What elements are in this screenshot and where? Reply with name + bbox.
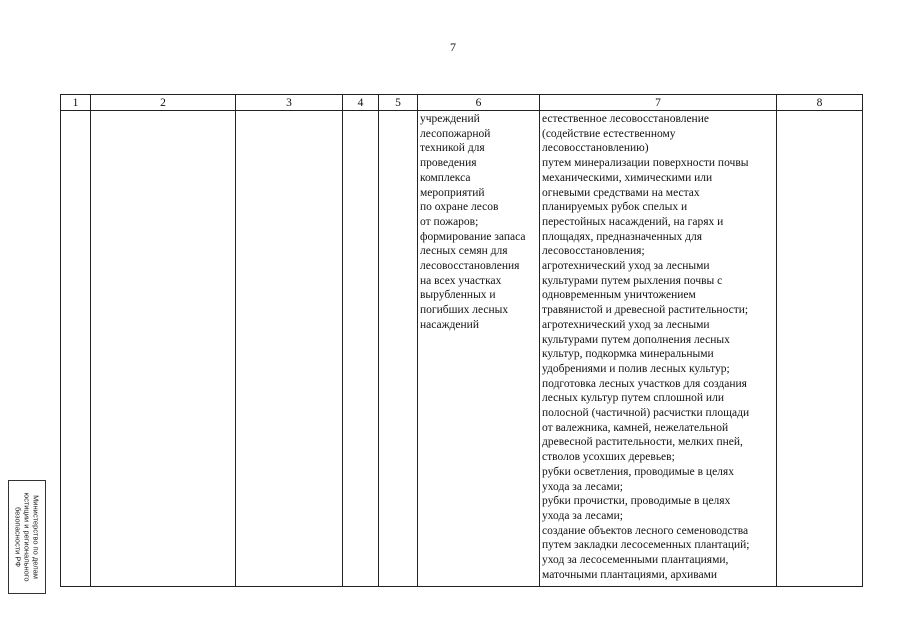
col7-text-line: рубки осветления, проводимые в целях <box>542 465 734 478</box>
col6-text-line: погибших лесных <box>420 304 509 317</box>
col7-text-line: уход за лесосеменными плантациями, <box>542 554 729 567</box>
col6-text-line: лесных семян для <box>420 245 508 258</box>
column-header-7: 7 <box>540 95 777 111</box>
col6-text-line: от пожаров; <box>420 215 479 228</box>
cell-col-6 <box>418 111 540 587</box>
column-header-3: 3 <box>236 95 343 111</box>
col7-text-line: (содействие естественному <box>542 127 676 140</box>
col7-text <box>542 112 774 583</box>
cell-col-1 <box>61 111 91 587</box>
col7-text-line: культурами путем дополнения лесных <box>542 333 730 346</box>
col7-text-line: стволов усохших деревьев; <box>542 451 675 464</box>
col7-text-line: травянистой и древесной растительности; <box>542 304 749 317</box>
col6-text-line: по охране лесов <box>420 201 499 214</box>
cell-col-8 <box>777 111 863 587</box>
cell-col-4 <box>343 111 379 587</box>
col7-text-line: культурами путем рыхления почвы с <box>542 274 723 287</box>
cell-col-7 <box>540 111 777 587</box>
registration-stamp <box>8 480 46 594</box>
cell-col-3 <box>236 111 343 587</box>
col6-text-line: лесопожарной <box>420 127 491 140</box>
col7-text-line: древесной растительности, мелких пней, <box>542 436 743 449</box>
col6-text-line: формирование запаса <box>420 230 526 243</box>
col7-text-line: естественное лесовосстановление <box>542 113 709 125</box>
col7-text-line: культур, подкормка минеральными <box>542 348 714 361</box>
col6-text <box>420 112 537 333</box>
col7-text-line: подготовка лесных участков для создания <box>542 377 747 390</box>
col7-text-line: площадях, предназначенных для <box>542 230 702 243</box>
stamp-line: юстиции и регионального <box>22 492 32 582</box>
col7-text-line: механическими, химическими или <box>542 171 713 184</box>
col6-text-line: техникой для <box>420 142 485 155</box>
col7-text-line: создание объектов лесного семеноводства <box>542 524 749 537</box>
col7-text-line: удобрениями и полив лесных культур; <box>542 362 730 375</box>
col7-text-line: лесовосстановления; <box>542 245 645 258</box>
column-header-4: 4 <box>343 95 379 111</box>
col6-text-line: лесовосстановления <box>420 260 520 273</box>
col7-text-line: лесовосстановлению) <box>542 142 649 155</box>
col7-text-line: путем минерализации поверхности почвы <box>542 157 749 170</box>
column-header-8: 8 <box>777 95 863 111</box>
col7-text-line: путем закладки лесосеменных плантаций; <box>542 539 750 552</box>
col7-text-line: огневыми средствами на местах <box>542 186 700 199</box>
col6-text-line: мероприятий <box>420 186 485 199</box>
column-header-1: 1 <box>61 95 91 111</box>
cell-col-2 <box>91 111 236 587</box>
column-header-5: 5 <box>379 95 418 111</box>
col6-text-line: вырубленных и <box>420 289 496 302</box>
column-header-6: 6 <box>418 95 540 111</box>
stamp-text <box>14 483 41 591</box>
col6-text-line: комплекса <box>420 171 471 184</box>
col7-text-line: от валежника, камней, нежелательной <box>542 421 729 434</box>
stamp-line: Министерство по делам <box>31 495 41 579</box>
col6-text-line: проведения <box>420 157 477 170</box>
column-header-2: 2 <box>91 95 236 111</box>
col7-text-line: полосной (частичной) расчистки площади <box>542 407 750 420</box>
col7-text-line: агротехнический уход за лесными <box>542 260 710 273</box>
col7-text-line: перестойных насаждений, на гарях и <box>542 215 724 228</box>
table-row <box>61 111 863 587</box>
col6-text-line: учреждений <box>420 113 480 125</box>
col7-text-line: рубки прочистки, проводимые в целях <box>542 495 731 508</box>
page-number: 7 <box>450 40 456 54</box>
stamp-line: безопасности РФ <box>13 506 23 568</box>
col6-text-line: на всех участках <box>420 274 502 287</box>
col7-text-line: агротехнический уход за лесными <box>542 318 710 331</box>
col7-text-line: планируемых рубок спелых и <box>542 201 688 214</box>
col7-text-line: ухода за лесами; <box>542 480 623 493</box>
col7-text-line: одновременным уничтожением <box>542 289 696 302</box>
col7-text-line: ухода за лесами; <box>542 509 623 522</box>
cell-col-5 <box>379 111 418 587</box>
col6-text-line: насаждений <box>420 318 479 331</box>
table-header-row <box>61 95 863 111</box>
document-table <box>60 94 863 587</box>
col7-text-line: маточными плантациями, архивами <box>542 568 718 581</box>
col7-text-line: лесных культур путем сплошной или <box>542 392 724 405</box>
